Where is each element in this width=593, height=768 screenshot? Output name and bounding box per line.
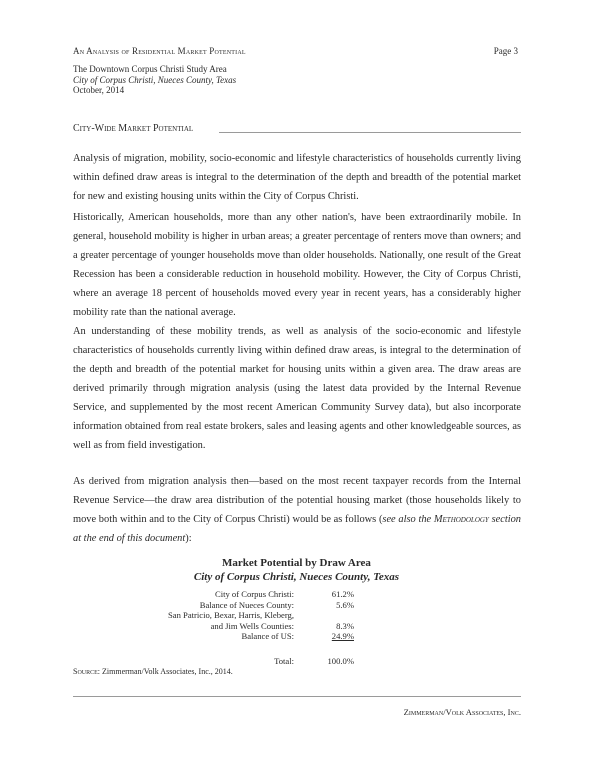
row-value: 100.0% <box>327 655 354 666</box>
table-row <box>150 610 360 621</box>
section-title: City-Wide Market Potential <box>73 123 194 134</box>
table-title: Market Potential by Draw Area <box>222 557 371 569</box>
document-title: An Analysis of Residential Market Potential <box>73 46 246 56</box>
row-label: San Patricio, Bexar, Harris, Kleberg, <box>168 610 294 620</box>
paragraph-2: Historically, American households, more than any other nation's, have been extraordinarily mobile. In general, household mobility is higher in urban areas; a greater percentage of renters move than owners; and a greater percentage of younger households move than older households. Nationally, one result of the Great Recession has been a considerable reduction in household mobility. However, the City of Corpus Christi, where an average 18 percent of households moved every year in recent years, has a considerably higher mobility rate than the national average. <box>73 212 521 318</box>
p4-tail: section at the end of this document <box>73 514 521 544</box>
table-row <box>150 600 360 611</box>
row-label: and Jim Wells Counties: <box>210 620 294 631</box>
row-value: 5.6% <box>336 599 354 610</box>
table-spacer <box>150 642 360 656</box>
row-label: Total: <box>274 655 294 666</box>
paragraph-1: Analysis of migration, mobility, socio-economic and lifestyle characteristics of households currently living within defined draw areas is integral to the determination of the depth and breadth of the potential market for new and existing housing units within the City of Corpus Christi. <box>73 153 521 202</box>
report-date: October, 2014 <box>73 85 125 95</box>
paragraph-3: An understanding of these mobility trends, as well as analysis of the socio-economic and lifestyle characteristics of households currently living within defined draw areas, is integral to the determination of the depth and breadth of the potential market for housing units within a given area. The draw areas are derived primarily through migration analysis (using the latest data provided by the Internal Revenue Service, and supplemented by the most recent American Community Survey data), but also incorporate information obtained from real estate brokers, sales and leasing agents and other knowledgeable sources, as well as from field investigation. <box>73 326 521 451</box>
row-value: 8.3% <box>336 620 354 631</box>
table-row <box>150 589 360 600</box>
footer-rule <box>73 696 521 697</box>
source-label: Source: <box>73 667 101 676</box>
draw-area-table <box>150 589 360 666</box>
p4-end: ): <box>185 533 192 544</box>
p4-methodology: Methodology <box>433 514 489 525</box>
row-label: Balance of Nueces County: <box>199 599 294 610</box>
table-row-total <box>150 656 360 667</box>
p4-see: see also the <box>382 514 432 525</box>
table-row <box>150 621 360 632</box>
source-note <box>73 667 233 676</box>
study-area: The Downtown Corpus Christi Study Area <box>73 64 227 74</box>
row-label: City of Corpus Christi: <box>214 589 294 599</box>
row-value <box>300 631 360 641</box>
row-label: Balance of US: <box>241 631 294 641</box>
p4-main: As derived from migration analysis then—based on the most recent taxpayer records from the Internal Revenue Service—the draw area distribution of the potential housing market (those households likely to move both within and to the City of Corpus Christi) would be as follows ( <box>73 476 521 525</box>
table-subtitle: City of Corpus Christi, Nueces County, Texas <box>193 571 400 583</box>
row-value-underlined: 24.9% <box>331 631 354 641</box>
header-block <box>73 64 236 96</box>
table-row <box>150 631 360 642</box>
location: City of Corpus Christi, Nueces County, Texas <box>73 74 237 85</box>
section-rule <box>219 132 521 133</box>
row-value: 61.2% <box>331 589 354 599</box>
paragraph-4 <box>73 472 521 548</box>
footer-company: Zimmerman/Volk Associates, Inc. <box>403 707 521 717</box>
page-number: Page 3 <box>493 46 518 56</box>
source-text: Zimmerman/Volk Associates, Inc., 2014. <box>102 667 233 676</box>
